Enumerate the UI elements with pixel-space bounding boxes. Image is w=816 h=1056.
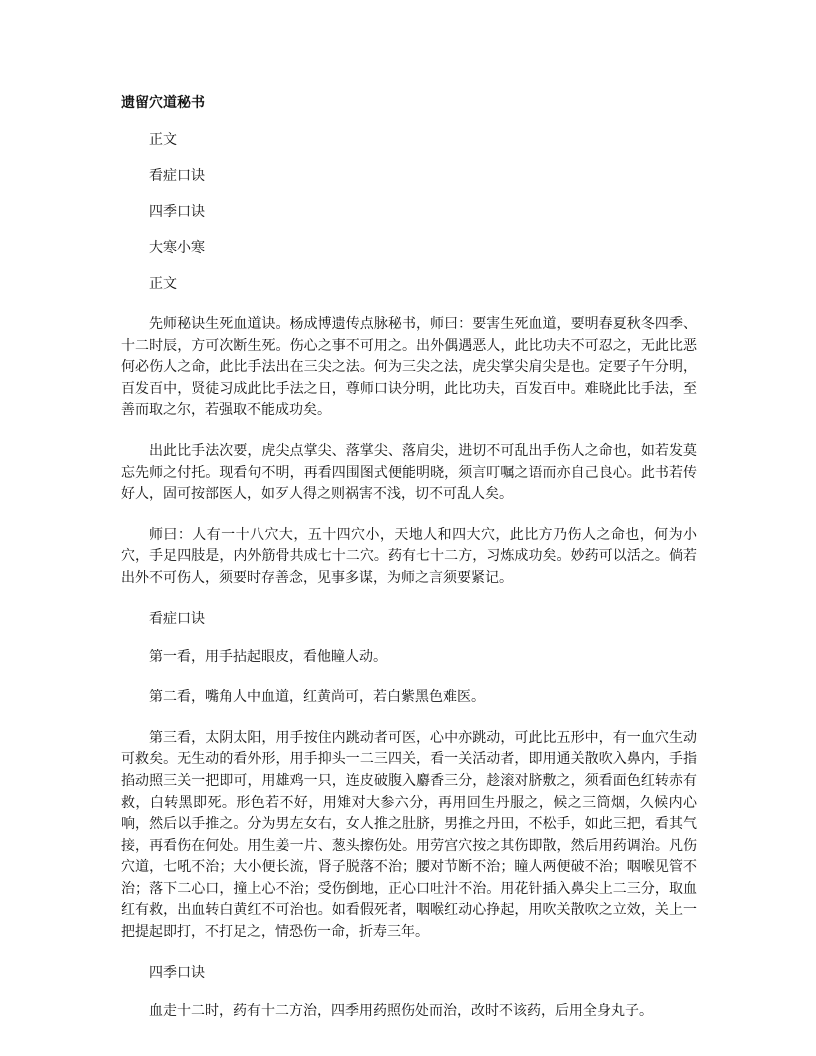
- toc-item: 大寒小寒: [149, 240, 205, 256]
- body-paragraph: 出此比手法次要，虎尖点掌尖、落掌尖、落肩尖，进切不可乱出手伤人之命也，如若发莫忘先师之付托。现看句不明，再看四围图式便能明晓，须言叮嘱之语而亦自己良心。此书若传好人，固可按部医人，如歹人得之则祸害不浅，切不可乱人矣。: [121, 442, 697, 503]
- body-paragraph: 第一看，用手拈起眼皮，看他瞳人动。: [149, 648, 387, 665]
- body-paragraph: 师曰：人有一十八穴大，五十四穴小，天地人和四大穴，此比方乃伤人之命也，何为小穴，手足四肢是，内外筋骨共成七十二穴。药有七十二方，习炼成功矣。妙药可以活之。倘若出外不可伤人，须要时存善念，见事多谋，为师之言须要紧记。: [121, 526, 697, 586]
- table-of-contents: [149, 130, 205, 310]
- toc-item: 看症口诀: [149, 168, 205, 184]
- body-paragraph: 第三看，太阴太阳，用手按住内跳动者可医，心中亦跳动，可此比五形中，有一血穴生动可救矣。无生动的看外形，用手抑头一二三四关，看一关活动者，即用通关散吹入鼻内，手指掐动照三关一把即可，用雄鸡一只，连皮破腹入麝香三分，趁滚对脐敷之，须看面色红转赤有救，白转黑即死。形色若不好，用雉对大参六分，再用回生丹服之，候之三筒烟，久候内心响，然后以手推之。分为男左女右，女人推之肚脐，男推之丹田，不松手，如此三把，看其气接，再看伤在何处。用生姜一片、葱头擦伤处。用劳宫穴按之其伤即散，然后用药调治。凡伤穴道，七吼不治；大小便长流，肾子脱落不治；腰对节断不治；瞳人两便破不治；咽喉见管不治；落下二心口，撞上心不治；受伤倒地，正心口吐汁不治。用花针插入鼻尖上二三分，取血红有救，出血转白黄红不可治也。如看假死者，咽喉红动心挣起，用吹关散吹之立效，关上一把提起即打，不打足之，情恐伤一命，折寿三年。: [121, 729, 697, 941]
- body-paragraph: 血走十二时，药有十二方治，四季用药照伤处而治，改时不该药，后用全身丸子。: [149, 1002, 653, 1019]
- document-body: [121, 314, 697, 1041]
- body-paragraph: 第二看，嘴角人中血道，红黄尚可，若白紫黑色难医。: [149, 689, 485, 706]
- toc-item: 正文: [149, 132, 177, 148]
- document-title: 遗留穴道秘书: [121, 95, 205, 111]
- section-heading-kanzheng: 看症口诀: [149, 610, 205, 627]
- body-paragraph: 先师秘诀生死血道诀。杨成博遗传点脉秘书，师曰：要害生死血道，要明春夏秋冬四季、十二时辰，方可次断生死。伤心之事不可用之。出外偶遇恶人，此比功夫不可忍之，无此比恶何必伤人之命，此比手法出在三尖之法。何为三尖之法，虎尖掌尖肩尖是也。定要子午分明，百发百中，贤徒习成此比手法之日，尊师口诀分明，此比功夫，百发百中。难晓此比手法，至善而取之尔，若强取不能成功矣。: [121, 316, 697, 419]
- toc-item: 正文: [149, 276, 177, 292]
- toc-item: 四季口诀: [149, 204, 205, 220]
- section-heading-siji: 四季口诀: [149, 964, 205, 981]
